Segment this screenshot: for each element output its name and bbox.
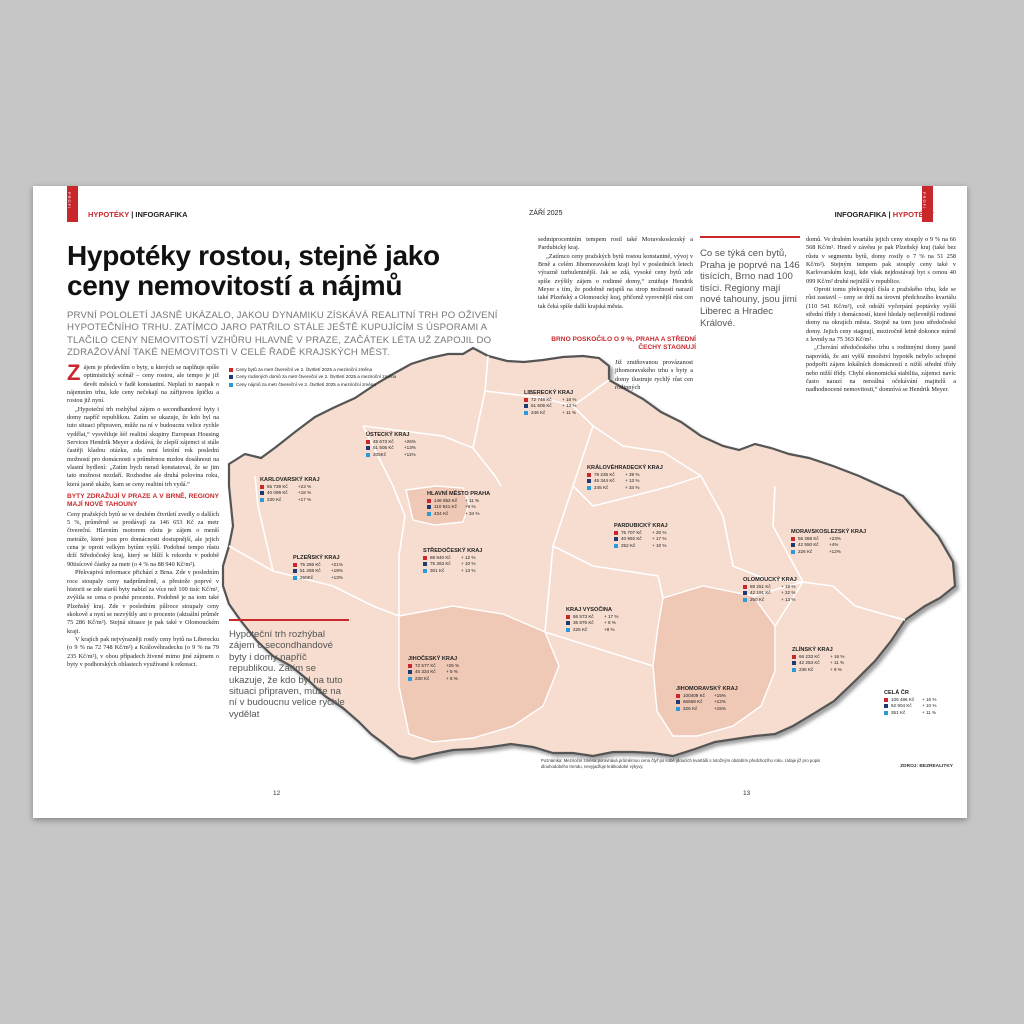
paragraph: sedmiprocentním tempem rostl také Moravskoslezský a Pardubický kraj. [538,236,693,252]
change-value: +15% [714,693,726,698]
price-value: 260Kč [300,574,314,580]
region-name: OLOMOUCKÝ KRAJ [743,577,797,583]
article-lead: PRVNÍ POLOLETÍ JASNĚ UKÁZALO, JAKOU DYNAMIKU ZÍSKÁVÁ REALITNÍ TRH PO OŽIVENÍ HYPOTEČNÍHO TRHU. ZATÍMCO JARO PATŘILO STÁLE JEŠTĚ KUPUJÍCÍM S ÚSPORAMI A TLAČILO CENY NEMOVITOSTÍ VZHŮRU HLAVNĚ V PRAZE, ZAČÁTEK LÉTA UŽ ZAPOJIL DO ZDRAŽOVÁNÍ TAKÉ NEMOVITOSTI V CELÉ ŘADĚ KRAJSKÝCH MĚST. [67,310,498,359]
value-swatch [260,498,264,502]
value-swatch [566,628,570,632]
value-swatch [884,711,888,715]
change-value: + 10 % [461,561,476,567]
value-swatch [587,486,591,490]
price-value: 146 653 Kč [434,498,458,503]
change-value: + 16 % [922,697,937,702]
pull-quote-right: Co se týká cen bytů, Praha je poprvé na 146 tisících, Brno nad 100 tisíci. Regiony mají nové tahouny, jsou jimi Liberec a Hradec Králové. [700,236,800,329]
price-value: 51 505 Kč [373,445,394,451]
change-value: + 11 % [465,498,480,503]
change-value: +13% [331,574,343,580]
value-swatch [884,698,888,702]
change-value: + 20 % [652,530,667,535]
region-label [423,548,487,574]
change-value: + 11 % [562,409,577,415]
section-tab-left: PROFI [67,186,78,222]
region-value-row [743,597,807,603]
value-swatch [884,704,888,708]
price-value: 75 707 Kč [621,530,642,535]
region-name: KRAJ VYSOČINA [566,607,613,613]
price-value: 230 Kč [267,496,282,502]
value-swatch [408,664,412,668]
region-label [524,390,588,416]
subheading: BYTY ZDRAŽUJÍ V PRAZE A V BRNĚ, REGIONY MAJÍ NOVÉ TAHOUNY [67,493,219,508]
change-value: + 12 % [461,555,476,560]
value-swatch [791,550,795,554]
change-value: + 34 % [465,510,480,516]
region-value-row [423,568,487,574]
price-value: 66 233 Kč [799,654,820,659]
region-value-row [792,667,856,673]
change-value: + 11 % [922,709,937,715]
value-swatch [587,479,591,483]
region-value-row [293,575,357,581]
change-value: +23 % [298,484,312,489]
price-value: 66568 Kč [683,699,703,705]
price-value: 46 334 Kč [415,669,436,675]
change-value: + 17 % [604,614,619,619]
value-swatch [614,544,618,548]
region-name: PARDUBICKÝ KRAJ [614,523,668,529]
change-value: + 19 % [781,584,796,589]
change-value: + 16 % [830,654,845,659]
change-value: +4% [829,542,839,548]
value-swatch [676,707,680,711]
price-value: 40 992 Kč [621,536,642,542]
value-swatch [427,512,431,516]
change-value: + 10 % [922,703,937,709]
legend-swatch-red [229,368,233,372]
region-value-row [884,710,948,716]
paragraph: „Hypoteční trh rozhýbal zájem o secondhandové byty i domy napříč republikou. Zatím se ukazuje, že kdo byl na tuto situaci připraven, může na ní v budoucnu velice rychle vydělat,“ vysvětluje šéf realitní skupiny European Housing Services Hendrik Meyer a dodává, že zlepší zájemci si stále častěji kladou otázku, zda není letošní rok poslední možností pro domácnosti s průměrnou mzdou dosáhnout na vlastní bydlení: „Zatím bych nerad konstatoval, že se jim tato možnost nezdaří. Rozhodne ale druhá polovina roku, která jasně ukáže, kam se ceny realitní trh vydá.“ [67,405,219,488]
price-value: 56 368 Kč [798,536,819,541]
price-value: 51 505 Kč [531,403,552,409]
article-column-right [806,236,956,395]
region-name: PLZEŇSKÝ KRAJ [293,555,340,561]
price-value: 225 Kč [573,626,588,632]
region-name: HLAVNÍ MĚSTO PRAHA [427,491,491,497]
change-value: + 6 % [446,675,458,681]
value-swatch [293,563,297,567]
price-value: 72 748 Kč [531,397,552,402]
region-label [791,529,866,555]
region-name: ÚSTECKÝ KRAJ [366,432,410,438]
region-name: JIHOČESKÝ KRAJ [408,656,458,662]
value-swatch [408,677,412,681]
region-value-row [587,485,663,491]
change-value: +6 % [465,504,476,510]
value-swatch [366,446,370,450]
price-value: 46 344 Kč [594,478,615,484]
price-value: 110 541 Kč [434,504,457,510]
change-value: + 11 % [830,660,845,666]
page-number-right: 13 [743,790,751,797]
region-label [293,555,357,581]
value-swatch [587,473,591,477]
paragraph: „Zatímco ceny pražských bytů rostou konstantně, vývoj v Brně a celém Jihomoravském kraji byl v posledních letech výrazně turbulentnější. Jak se zdá, vysoké ceny bytů zde spíše zvýšily zájem o rodinné domy,“ zmiňuje Hendrik Meyer s tím, že podobně nejspíš na strop možností narazil také Plzeňský a Olomoucký kraj, přičemž vyrovnější růst cen tak čeká spíše další krajská města. [538,252,693,310]
value-swatch [614,537,618,541]
change-value: +15% [714,705,726,711]
price-value: 230 Kč [415,675,430,681]
price-value: 252 Kč [621,542,636,548]
legend-item-flats: Ceny bytů za metr čtvereční ve 2. čtvrtletí 2025 a meziroční změna [229,366,396,373]
price-value: 301 Kč [430,567,445,573]
source-note: ZDROJ: BEZREALITKY [900,764,953,769]
price-value: 51 258 Kč [300,568,321,574]
region-name: JIHOMORAVSKÝ KRAJ [676,686,738,692]
change-value: + 9 % [830,666,842,672]
legend-item-rents: Ceny nájmů za metr čtvereční ve 2. čtvrtletí 2025 a meziroční změna [229,381,396,388]
change-value: + 13 % [461,567,476,573]
price-value: 88 940 Kč [430,555,451,560]
price-value: 248 Kč [531,409,546,415]
change-value: +18 % [298,490,312,496]
header-right: INFOGRAFIKA | HYPOTÉKY [834,210,934,219]
value-swatch [566,615,570,619]
footnote: Poznámka: Meziroční změna porovnává průměrnou cenu čtyř po sobě jdoucích kvartálů s totožným obdobím předchozího roku. Údaje již pro popis dlouhodobého trendu, nevyjadřuje krátkodobé výkyvy. [541,758,821,769]
price-value: 205Kč [373,451,387,457]
region-value-row [676,706,740,712]
region-name: KARLOVARSKÝ KRAJ [260,477,320,483]
region-value-row [566,627,630,633]
dropcap: Z [67,360,81,385]
map-legend [229,366,396,388]
page-number-left: 12 [273,790,281,797]
change-value: +8 % [604,626,615,632]
change-value: + 22 % [781,590,796,596]
value-swatch [524,404,528,408]
change-value: +13% [404,445,416,451]
value-swatch [366,453,370,457]
value-swatch [427,499,431,503]
subheading-right: BRNO POSKOČILO O 9 %, PRAHA A STŘEDNÍ ČECHY STAGNUJÍ [551,336,696,351]
price-value: 434 Kč [434,510,449,516]
value-swatch [792,655,796,659]
price-value: 62 904 Kč [891,703,912,709]
value-swatch [423,556,427,560]
region-value-row [427,511,491,517]
region-label [884,690,948,716]
value-swatch [792,661,796,665]
change-value: +26% [404,439,416,444]
region-name: MORAVSKOSLEZSKÝ KRAJ [791,529,867,535]
region-label [792,647,856,673]
price-value: 351 Kč [891,709,906,715]
region-label [427,491,491,517]
region-value-row [408,676,472,682]
price-value: 69 251 Kč [750,584,771,589]
price-value: 100409 Kč [683,693,705,698]
article-column-left [67,360,219,669]
change-value: +11% [404,451,416,457]
paragraph: Ceny pražských bytů se ve druhém čtvrtletí zvedly o dalších 5 %, průměrně se prodávají za 146 653 Kč za metr čtvereční. Hlavním motorem růstu je zájem o menší metráže, které jsou pro domácnosti dostupnější, ale jejich cena je oproti velkým bytům vyšší. Podobné tempo růstu drží Středočeský kraj, který se blíží k rekordu v podobě 90tisícové částky za metr (o 4 % na 88 940 Kč/m²). [67,510,219,568]
region-value-row [614,543,678,549]
paragraph: Překvapivá informace přichází z Brna. Zde v posledním roce stoupaly ceny nadprůměrně, a přestože poprvé v historii se zde starší byty nabízí za více než 100 tisíc Kč/m², zvýšila se cena o pouhé procento. Podobně je na tom také Plzeňský kraj. Zde v posledním půlroce stoupaly ceny skokově a nyní se nezvýšily ani o procento (aktuální průměr 75 286 Kč/m²). Stejná situace je pak také v Olomouckém kraji. [67,569,219,635]
value-swatch [676,694,680,698]
price-value: 106 486 Kč [891,697,915,702]
value-swatch [743,598,747,602]
value-swatch [676,700,680,704]
price-value: 55 739 Kč [267,484,288,489]
price-value: 42 550 Kč [798,542,819,548]
legend-swatch-blue [229,383,233,387]
value-swatch [792,668,796,672]
value-swatch [524,411,528,415]
region-label [260,477,324,503]
value-swatch [614,531,618,535]
region-name: ZLÍNSKÝ KRAJ [792,647,833,653]
region-value-row [366,452,430,458]
change-value: + 34 % [625,484,640,490]
change-value: + 5 % [446,669,458,675]
price-value: 260 Kč [750,596,765,602]
price-value: 72 577 Kč [415,663,436,668]
change-value: +17 % [298,496,312,502]
magazine-spread [33,186,967,818]
pull-quote-left: Hypoteční trh rozhýbal zájem o secondhandové byty i domy napříč republikou. Zatím se ukazuje, že kdo byl na tuto situaci připraven, může na ní v budoucnu velice rychle vydělat [229,619,349,720]
region-value-row [260,497,324,503]
value-swatch [423,562,427,566]
paragraph: V krajích pak nejvýrazněji rostly ceny bytů na Liberecku (o 9 % na 72 748 Kč/m²) a Královéhradecku (o 9 % na 79 235 Kč/m²), v obou případech živené mimo jiné zájmem o byty v podhorských oblastech využívané k rekreaci. [67,635,219,668]
value-swatch [427,505,431,509]
price-value: 42 253 Kč [799,660,820,666]
value-swatch [524,398,528,402]
change-value: + 17 % [652,536,667,542]
change-value: + 13 % [625,478,640,484]
price-value: 226 Kč [798,548,813,554]
value-swatch [791,537,795,541]
price-value: 245 Kč [594,484,609,490]
region-label [366,432,430,458]
article-column-middle [538,236,693,311]
change-value: + 13 % [562,403,577,409]
change-value: + 13 % [781,596,796,602]
value-swatch [743,591,747,595]
region-label [614,523,678,549]
change-value: +12% [829,548,841,554]
change-value: + 18 % [562,397,577,402]
value-swatch [423,569,427,573]
change-value: + 39 % [625,472,640,477]
change-value: +21% [331,562,343,567]
value-swatch [743,585,747,589]
paragraph: domů. Ve druhém kvartálu jejich ceny stouply o 9 % na 66 568 Kč/m². Hned v závěsu je pak Plzeňský kraj (také bez růstu v segmentu bytů, domy rostly o 7 % na 51 258 Kč/m²). Stejným tempem pak stouply ceny také v Karlovarském kraji, kde však nejdostávají byt s cenou 40 099 Kč/m² druhé nejnižší v republice. [806,236,956,285]
region-name: LIBERECKÝ KRAJ [524,390,574,396]
value-swatch [791,543,795,547]
legend-item-houses: Ceny rodinných domů za metr čtvereční ve 2. čtvrtletí 2025 a meziroční změna [229,373,396,380]
legend-swatch-navy [229,375,233,379]
paragraph: Zájem je především o byty, u kterých se naplňuje spíše optimistický scénář – ceny rostou, ale tempo je již devět měsíců v řadě konstantní. Neplatí to naopak o nájemním trhu, kde ceny nečekají na zářijovou špičku a rostou již nyní. [67,360,219,405]
value-swatch [293,576,297,580]
price-value: 75 363 Kč [430,561,451,567]
region-label [676,686,740,712]
value-swatch [293,569,297,573]
region-label [587,465,663,491]
price-value: 45 673 Kč [373,439,394,444]
value-swatch [366,440,370,444]
price-value: 36 875 Kč [573,620,594,626]
value-swatch [408,670,412,674]
region-label [566,607,630,633]
region-name: KRÁLOVÉHRADECKÝ KRAJ [587,465,663,471]
region-name: CELÁ ČR [884,690,909,696]
change-value: +12% [714,699,726,705]
region-label [743,577,807,603]
region-value-row [524,410,588,416]
value-swatch [566,621,570,625]
value-swatch [260,491,264,495]
paragraph: „Chování středočeského trhu s rodinnými domy jasně napovídá, že ani vyšší množství hypoték nebylo schopné podpořit zájem lokálních domácností z nižší střední třídy nebo nižší třídy. Chybí ekonomická stabilita, zájemci navíc často narazí na nereálná očekávání majitelů a nadhodnocené nemovitosti,“ domnívá se Hendrik Meyer. [806,344,956,394]
paragraph: Oproti tomu překvapují čísla z pražského trhu, kde se růst zastavil – ceny se drží na úrovni předchozího kvartálu (110 541 Kč/m²), což odráží vyčerpání poptávky vyšší střední třídy i domácností, které hledaly nejlevnější rodinné domy na okrajích města. Stojně na tom jsou středočeské domy. Jejich ceny stagnují, meziročně letně dokonce mírně z levnily na 75 363 Kč/m². [806,286,956,344]
header-left: HYPOTÉKY | INFOGRAFIKA [88,210,188,219]
article-title: Hypotéky rostou, stejně jako ceny nemovitostí a nájmů [67,240,440,301]
price-value: 236 Kč [799,666,814,672]
price-value: 75 286 Kč [300,562,321,567]
price-value: 79 235 Kč [594,472,615,477]
price-value: 326 Kč [683,705,698,711]
article-column-middle-2: Již zmiňovanou provázanost jihomoravského trhu s byty a domy ilustruje rychlý růst cen rodinných [615,359,693,392]
change-value: +25 % [446,663,460,668]
price-value: 66 573 Kč [573,614,594,619]
region-name: STŘEDOČESKÝ KRAJ [423,548,483,554]
change-value: + 10 % [652,542,667,548]
region-label [408,656,472,682]
price-value: 42 191 Kč [750,590,771,596]
value-swatch [260,485,264,489]
section-tab-right: PROFI [922,186,933,222]
price-value: 40 099 Kč [267,490,288,496]
change-value: + 6 % [604,620,616,626]
change-value: +18% [331,568,343,574]
change-value: +23% [829,536,841,541]
header-date: ZÁŘÍ 2025 [529,210,563,217]
region-value-row [791,549,866,555]
